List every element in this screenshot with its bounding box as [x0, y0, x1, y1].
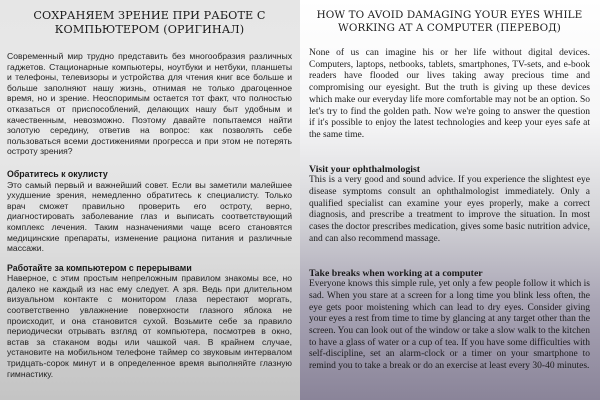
translation-intro: None of us can imagine his or her life without digital devices. Computers, laptops, netbooks, tablets, smartphones, TV-sets, and e-book readers have flooded our lives taking away precious time and compromising our eyesight. But the truth is giving up these devices which make our everyday life more comfortable may not be an option. So let's try to find the golden path. Now we're going to answer the question if it's possible to enjoy the latest technologies and keep your eyes safe at the same time.	[309, 48, 590, 140]
translation-section-heading-2: Take breaks when working at a computer	[309, 267, 483, 279]
original-section-heading-2: Работайте за компьютером с перерывами	[7, 262, 192, 273]
translation-section-heading-1: Visit your ophthalmologist	[309, 163, 421, 175]
translation-section-text-2: Everyone knows this simple rule, yet only a few people follow it which is sad. When you stare at a screen for a long time you blink less often, the eye gets poor moistening which can lead to dry eyes. Consider giving your eyes a rest from time to time by glancing at any target other than the screen. You can look out of the window or take a slow walk to the kitchen to have a glass of water or a cup of tea. If you have some difficulties with self-discipline, set an alarm-clock or a timer on your smartphone to remind you to take a break or do an exercise at least every 30-40 minutes.	[309, 279, 590, 372]
original-title: СОХРАНЯЕМ ЗРЕНИЕ ПРИ РАБОТЕ С КОМПЬЮТЕРОМ (ОРИГИНАЛ)	[33, 9, 266, 36]
original-intro: Современный мир трудно представить без многообразия различных гаджетов. Стационарные компьютеры, ноутбуки и нетбуки, планшеты и телефоны, телевизоры и устройства для чтения книг все больше и больше заполняют нашу жизнь, отнимая не только драгоценное время, но и зрение. Неоспоримым остается тот факт, что полностью отказаться от приспособлений, делающих нашу быт удобным и качественным, невозможно. Поэтому давайте попытаемся найти золотую середину, ответив на вопрос: как позволять себе пользоваться всеми достижениями прогресса и при этом не потерять остроту зрения?	[7, 51, 292, 157]
original-section-heading-1: Обратитесь к окулисту	[7, 168, 108, 179]
translation-section-text-1: This is a very good and sound advice. If you experience the slightest eye disease symptoms consult an ophthalmologist immediately. Only a qualified specialist can examine your eyes properly, make a correct diagnosis, and prescribe a treatment to improve the situation. In most cases the doctor prescribes medication, gives some basic nutrition advice, and can also recommend massage.	[309, 175, 590, 244]
translation-column	[300, 0, 600, 400]
original-section-text-2: Наверное, с этим простым непреложным правилом знакомы все, но далеко не каждый из нас ему следует. А зря. Ведь при длительном визуальном контакте с монитором глаза перестают моргать, соответственно увлажнение поверхности глазного яблока не происходит, и она становится сухой. Возьмите себе за правило периодически отрывать взгляд от компьютера, посмотрев в окно, встав за стаканом воды или чашкой чая. В крайнем случае, установите на мобильном телефоне таймер со звуковым интервалом тридцать-сорок минут и в определенное время выполняйте глазную гимнастику.	[7, 273, 292, 379]
translation-title: HOW TO AVOID DAMAGING YOUR EYES WHILE WORKING AT A COMPUTER (ПЕРЕВОД)	[316, 9, 583, 34]
original-section-text-1: Это самый первый и важнейший совет. Если вы заметили малейшее ухудшение зрения, немедленно обратитесь к специалисту. Только врач сможет правильно проверить его остроту, верно, диагностировать заболевание глаз и выписать соответствующий комплекс лечения. Таким назначениями чаще всего становятся медицинские препараты, изменение рациона питания и различные массажи.	[7, 179, 292, 254]
